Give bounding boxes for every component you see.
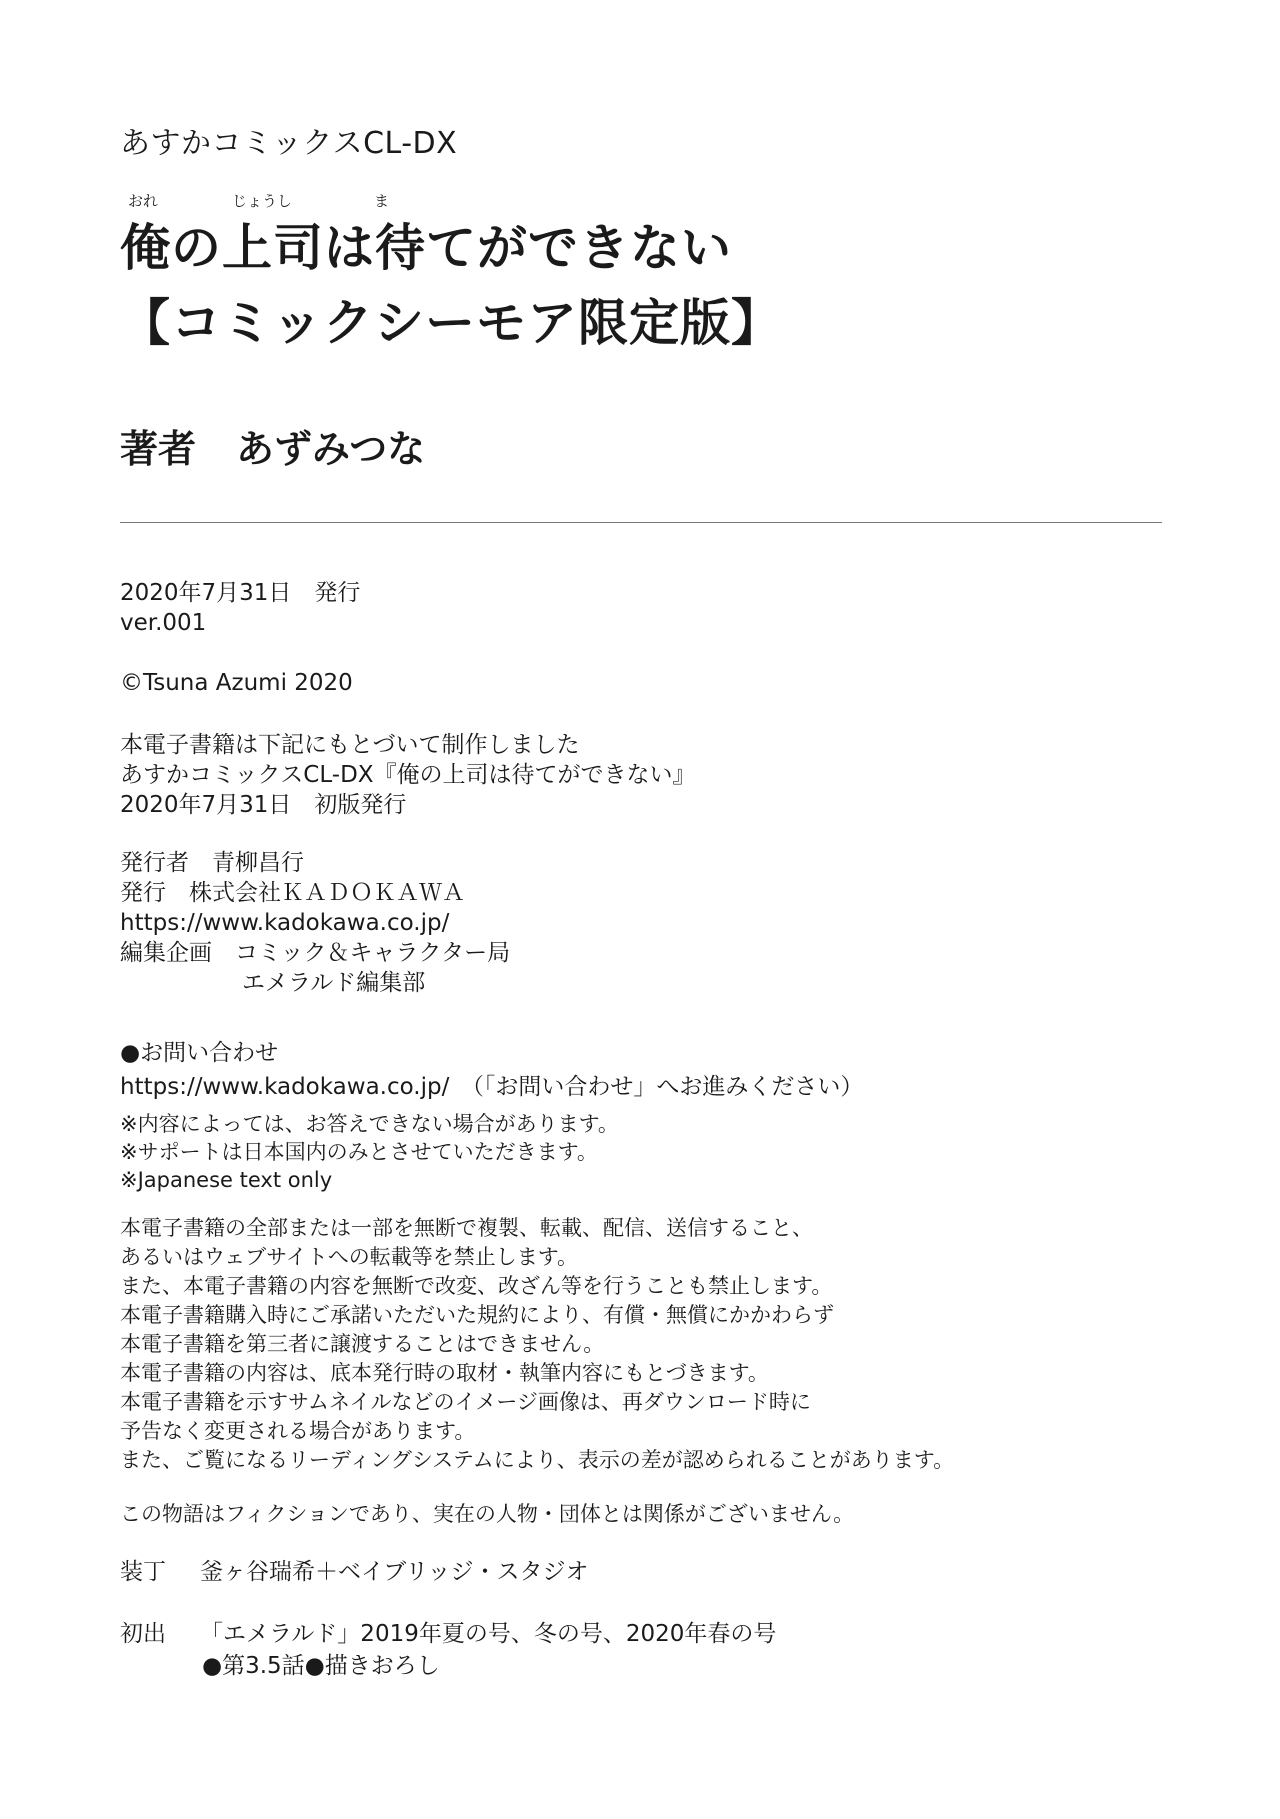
copyright <box>120 668 1160 698</box>
issuer: 発行 株式会社ＫＡＤＯＫＡＷＡ <box>120 880 465 906</box>
legal-line: 本電子書籍の全部または一部を無断で複製、転載、配信、送信すること、 <box>120 1216 813 1240</box>
legal-line: 本電子書籍の内容は、底本発行時の取材・執筆内容にもとづきます。 <box>120 1361 769 1385</box>
first-appearance-label: 初出 <box>120 1621 166 1647</box>
source-info <box>120 730 1160 820</box>
inquiry-url[interactable]: https://www.kadokawa.co.jp/ （「お問い合わせ」へお進みください） <box>120 1074 864 1100</box>
furigana-ma: ま <box>374 192 390 210</box>
legal-notice <box>120 1214 1160 1475</box>
publication-date: 2020年7月31日 発行 <box>120 580 361 606</box>
inquiry-notes <box>120 1110 1160 1194</box>
design-label: 装丁 <box>120 1559 166 1585</box>
fiction-notice-text: この物語はフィクションであり、実在の人物・団体とは関係がございません。 <box>120 1502 855 1526</box>
furigana-ore: おれ <box>128 192 159 210</box>
editorial-dept-2: エメラルド編集部 <box>242 970 426 996</box>
inquiry-heading: ●お問い合わせ <box>120 1040 279 1066</box>
publisher-person: 発行者 青柳昌行 <box>120 850 304 876</box>
version: ver.001 <box>120 610 207 636</box>
legal-line: また、ご覧になるリーディングシステムにより、表示の差が認められることがあります。 <box>120 1448 955 1472</box>
editorial-line <box>120 938 1160 968</box>
legal-line: また、本電子書籍の内容を無断で改変、改ざん等を行うことも禁止します。 <box>120 1274 833 1298</box>
copyright-text: ©Tsuna Azumi 2020 <box>120 670 353 696</box>
author-name: あずみつな <box>236 427 426 471</box>
source-line: 本電子書籍は下記にもとづいて制作しました <box>120 732 580 758</box>
editorial-dept: コミック＆キャラクター局 <box>235 940 511 966</box>
first-appearance <box>120 1619 1160 1681</box>
title-furigana <box>120 190 820 210</box>
furigana-joushi: じょうし <box>232 192 293 210</box>
legal-line: あるいはウェブサイトへの転載等を禁止します。 <box>120 1245 579 1269</box>
divider <box>120 522 1162 523</box>
source-line: 2020年7月31日 初版発行 <box>120 792 407 818</box>
editorial-label: 編集企画 <box>120 940 212 966</box>
fiction-notice <box>120 1500 1160 1528</box>
publisher-url[interactable]: https://www.kadokawa.co.jp/ <box>120 910 450 936</box>
first-appearance-line-2: ●第3.5話●描きおろし <box>202 1653 440 1679</box>
inquiry-note: ※内容によっては、お答えできない場合があります。 <box>120 1112 619 1136</box>
inquiry-note: ※サポートは日本国内のみとさせていただきます。 <box>120 1140 598 1164</box>
publisher-info <box>120 848 1160 998</box>
legal-line: 予告なく変更される場合があります。 <box>120 1419 476 1443</box>
book-title: 俺の上司は待てができない <box>120 219 732 277</box>
author-label: 著者 <box>120 427 197 471</box>
source-line: あすかコミックスCL-DX『俺の上司は待てができない』 <box>120 762 696 788</box>
edition-info <box>120 578 1160 638</box>
first-appearance-line: 「エメラルド」2019年夏の号、冬の号、2020年春の号 <box>200 1621 777 1647</box>
legal-line: 本電子書籍を示すサムネイルなどのイメージ画像は、再ダウンロード時に <box>120 1390 811 1414</box>
inquiry-note: ※Japanese text only <box>120 1168 333 1192</box>
series-name: あすかコミックスCL-DX <box>120 126 458 161</box>
design-credit <box>120 1557 1160 1587</box>
inquiry-section <box>120 1038 1160 1102</box>
legal-line: 本電子書籍を第三者に譲渡することはできません。 <box>120 1332 605 1356</box>
legal-line: 本電子書籍購入時にご承諾いただいた規約により、有償・無償にかかわらず <box>120 1303 834 1327</box>
book-title-edition: 【コミックシーモア限定版】 <box>120 294 782 352</box>
author-line <box>120 418 425 473</box>
design-value: 釜ヶ谷瑞希＋ベイブリッジ・スタジオ <box>200 1559 589 1585</box>
